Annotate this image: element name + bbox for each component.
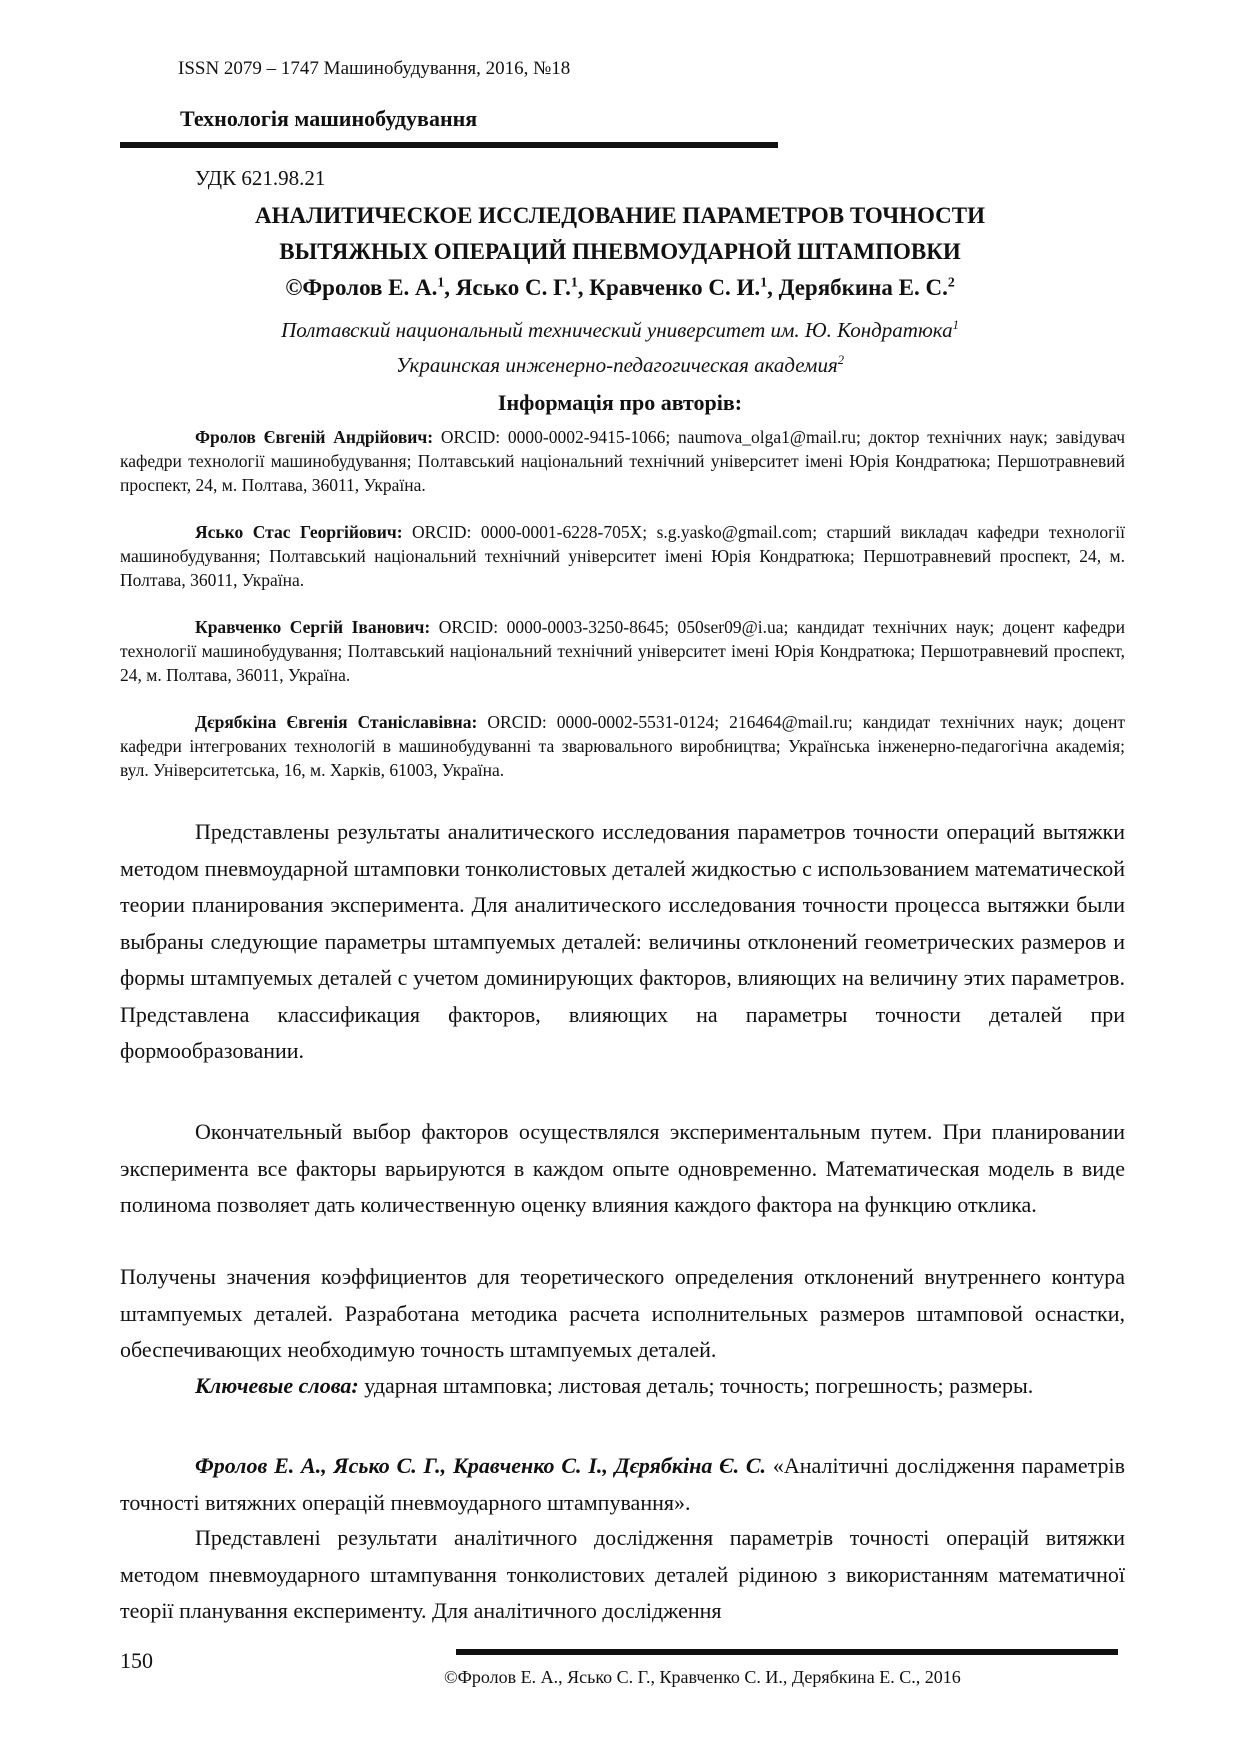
author-bio-text: ORCID: 0000-0002-9415-1066; naumova_olga1@mail.ru; доктор технічних наук; завідувач кафедри технології машинобудування; Полтавський національний технічний університет імені Юрія Кондратюка; Першотравневий проспект, 24, м. Полтава, 36011, Україна.	[120, 427, 1125, 495]
author-affiliation-mark: 1	[760, 274, 768, 290]
ua-abstract-title: «Аналітичні дослідження параметрів точності витяжних операцій пневмоударного штампування».	[120, 1453, 1125, 1515]
author-bio-name: Фролов Євгеній Андрійович:	[195, 427, 434, 447]
ua-abstract-paragraph: Представлені результати аналітичного дослідження параметрів точності операцій витяжки методом пневмоударного штампування тонколистових деталей рідиною з використанням математичної теорії планування експерименту. Для аналітичного дослідження	[120, 1525, 1125, 1623]
affiliation-1-text: Полтавский национальный технический университет им. Ю. Кондратюка	[281, 318, 953, 342]
article-title-line-2: ВЫТЯЖНЫХ ОПЕРАЦИЙ ПНЕВМОУДАРНОЙ ШТАМПОВКИ	[279, 239, 961, 264]
article-title-line-1: АНАЛИТИЧЕСКОЕ ИССЛЕДОВАНИЕ ПАРАМЕТРОВ ТОЧНОСТИ	[254, 203, 986, 228]
author-affiliation-mark: 1	[437, 274, 445, 290]
author-affiliation-mark: 2	[947, 274, 955, 290]
author-separator: ,	[444, 275, 456, 300]
authors-line	[0, 275, 1240, 301]
author-bio-text: ORCID: 0000-0002-5531-0124; 216464@mail.ru; кандидат технічних наук; доцент кафедри інтегрованих технологій в машинобудуванні та зварювального виробництва; Українська інженерно-педагогічна академія; вул. Університетська, 16, м. Харків, 61003, Україна.	[120, 712, 1125, 780]
author-bio	[120, 425, 1125, 497]
author-bio-name: Дєрябкіна Євгенія Станіславівна:	[195, 712, 478, 732]
keywords-label: Ключевые слова:	[195, 1373, 359, 1398]
journal-line: ISSN 2079 – 1747 Машинобудування, 2016, №18	[178, 58, 571, 79]
authors-info-heading: Інформація про авторів:	[497, 390, 743, 415]
affiliation-1-mark: 1	[952, 318, 959, 332]
author-name: Кравченко С. И.	[589, 275, 761, 300]
footer-copyright: ©Фролов Е. А., Ясько С. Г., Кравченко С. И., Дерябкина Е. С., 2016	[444, 1667, 961, 1687]
affiliation-1	[0, 318, 1240, 343]
affiliation-2-mark: 2	[837, 353, 845, 367]
page-number: 150	[120, 1648, 153, 1673]
author-bio-name: Кравченко Сергій Іванович:	[195, 617, 431, 637]
author-bio	[120, 710, 1125, 782]
footer-divider	[456, 1649, 1118, 1655]
author-bio-text: ORCID: 0000-0003-3250-8645; 050ser09@i.ua; кандидат технічних наук; доцент кафедри технології машинобудування; Полтавський національний технічний університет імені Юрія Кондратюка; Першотравневий проспект, 24, м. Полтава, 36011, Україна.	[120, 617, 1125, 685]
author-separator: ,	[767, 275, 779, 300]
keywords	[120, 1368, 1125, 1405]
author-bio	[120, 615, 1125, 687]
affiliation-2	[0, 353, 1240, 378]
udk-code: УДК 621.98.21	[195, 166, 326, 190]
abstract-paragraph: Окончательный выбор факторов осуществлялся экспериментальным путем. При планировании эксперимента все факторы варьируются в каждом опыте одновременно. Математическая модель в виде полинома позволяет дать количественную оценку влияния каждого фактора на функцию отклика.	[120, 1119, 1125, 1217]
author-separator: ,	[577, 275, 590, 300]
author-name: Ясько С. Г.	[455, 275, 571, 300]
ua-abstract-authors: Фролов Е. А., Ясько С. Г., Кравченко С. І., Дєрябкіна Є. С.	[195, 1453, 767, 1478]
affiliation-2-text: Украинская инженерно-педагогическая академия	[395, 353, 838, 377]
author-affiliation-mark: 1	[570, 274, 578, 290]
author-name: Дерябкина Е. С.	[778, 275, 948, 300]
ua-abstract-citation	[120, 1448, 1125, 1521]
author-bio-name: Ясько Стас Георгійович:	[195, 522, 403, 542]
header-divider	[120, 142, 778, 148]
abstract-paragraph: Получены значения коэффициентов для теоретического определения отклонений внутреннего контура штампуемых деталей. Разработана методика расчета исполнительных размеров штамповой оснастки, обеспечивающих необходимую точность штампуемых деталей.	[120, 1264, 1125, 1362]
section-title: Технологія машинобудування	[180, 106, 478, 131]
author-bio	[120, 520, 1125, 592]
abstract-paragraph: Представлены результаты аналитического исследования параметров точности операций вытяжки методом пневмоударной штамповки тонколистовых деталей жидкостью с использованием математической теории планирования эксперимента. Для аналитического исследования точности процесса вытяжки были выбраны следующие параметры штампуемых деталей: величины отклонений геометрических размеров и формы штампуемых деталей с учетом доминирующих факторов, влияющих на величину этих параметров. Представлена классификация факторов, влияющих на параметры точности деталей при формообразовании.	[120, 819, 1125, 1063]
keywords-list: ударная штамповка; листовая деталь; точность; погрешность; размеры.	[358, 1373, 1034, 1398]
author-bio-text: ORCID: 0000-0001-6228-705X; s.g.yasko@gmail.com; старший викладач кафедри технології машинобудування; Полтавський національний технічний університет імені Юрія Кондратюка; Першотравневий проспект, 24, м. Полтава, 36011, Україна.	[120, 522, 1125, 590]
author-name: ©Фролов Е. А.	[285, 275, 438, 300]
